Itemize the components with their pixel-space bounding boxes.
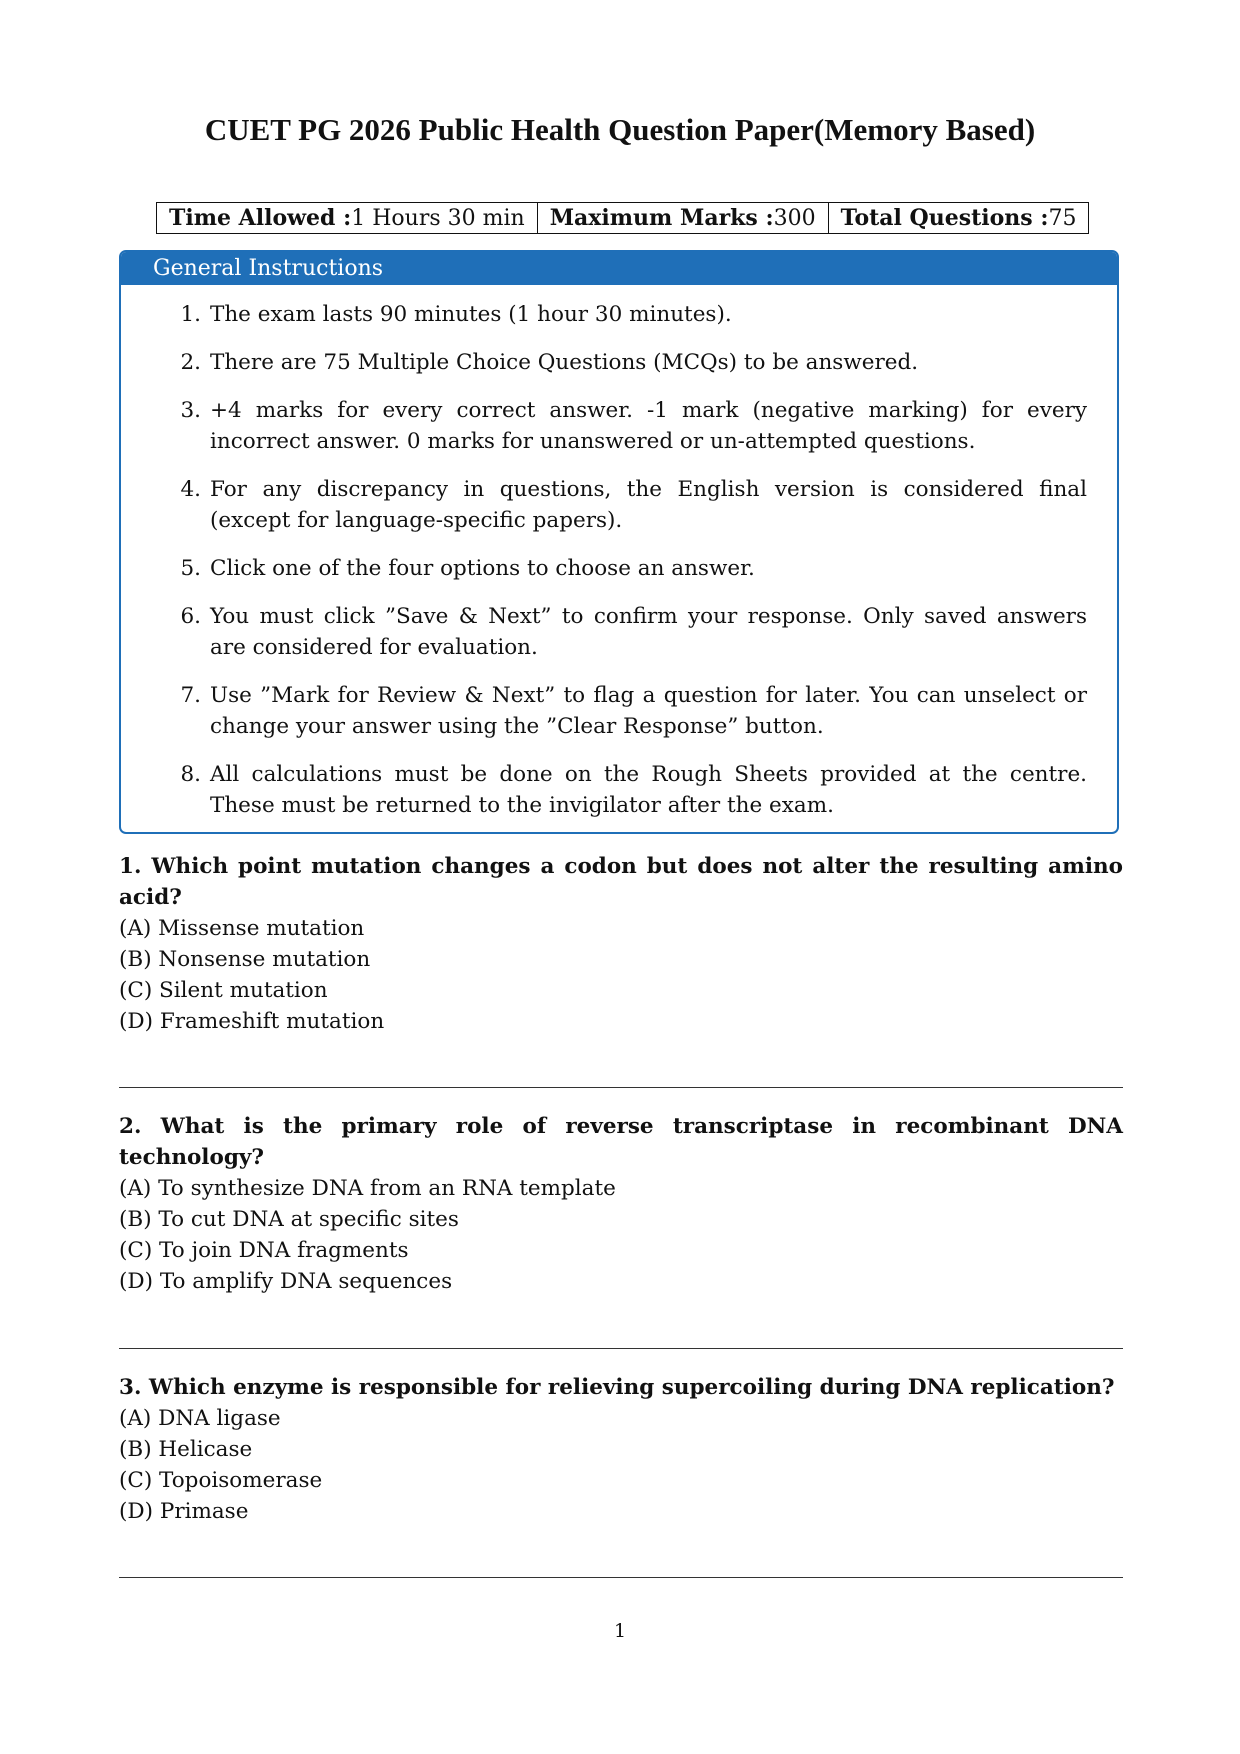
instruction-item bbox=[171, 680, 1087, 742]
instruction-item bbox=[171, 474, 1087, 536]
instruction-item bbox=[171, 395, 1087, 457]
instruction-text: All calculations must be done on the Rough Sheets provided at the centre. These must be returned to the invigilator after the exam. bbox=[210, 762, 1087, 818]
instruction-text: +4 marks for every correct answer. -1 mark (negative marking) for every incorrect answer. 0 marks for unanswered or un-attempted questions. bbox=[210, 398, 1087, 454]
total-questions-value: 75 bbox=[1048, 206, 1077, 231]
time-allowed-cell bbox=[157, 203, 538, 234]
question-text: 2. What is the primary role of reverse transcriptase in recombinant DNA technology? bbox=[119, 1114, 1123, 1170]
instruction-number: 5. bbox=[180, 556, 201, 581]
time-allowed-label: Time Allowed : bbox=[169, 205, 352, 231]
instructions-heading: General Instructions bbox=[121, 252, 1117, 285]
time-allowed-value: 1 Hours 30 min bbox=[351, 206, 525, 231]
instruction-number: 2. bbox=[180, 350, 201, 375]
page-number: 1 bbox=[613, 1620, 627, 1642]
max-marks-cell bbox=[537, 203, 828, 234]
instruction-number: 6. bbox=[180, 604, 201, 629]
instructions-list bbox=[121, 285, 1117, 821]
option-c: (C) Topoisomerase bbox=[119, 1468, 323, 1493]
option-a: (A) To synthesize DNA from an RNA template bbox=[119, 1176, 616, 1201]
question-divider bbox=[119, 1087, 1123, 1088]
option-b: (B) Nonsense mutation bbox=[119, 947, 371, 972]
instruction-text: Click one of the four options to choose an answer. bbox=[210, 556, 755, 581]
question-block bbox=[119, 1372, 1123, 1527]
instruction-text: You must click ”Save & Next” to confirm your response. Only saved answers are considered for evaluation. bbox=[210, 604, 1087, 660]
instruction-item bbox=[171, 601, 1087, 663]
question-divider bbox=[119, 1577, 1123, 1578]
instruction-text: For any discrepancy in questions, the English version is considered final (except for language-specific papers). bbox=[210, 477, 1087, 533]
option-d: (D) To amplify DNA sequences bbox=[119, 1269, 453, 1294]
instruction-text: Use ”Mark for Review & Next” to flag a question for later. You can unselect or change your answer using the ”Clear Response” button. bbox=[210, 683, 1087, 739]
instruction-number: 1. bbox=[180, 302, 201, 327]
question-block bbox=[119, 1111, 1123, 1297]
option-a: (A) Missense mutation bbox=[119, 916, 365, 941]
page-title: CUET PG 2026 Public Health Question Paper(Memory Based) bbox=[204, 112, 1036, 147]
option-d: (D) Frameshift mutation bbox=[119, 1009, 385, 1034]
option-b: (B) Helicase bbox=[119, 1437, 253, 1462]
instruction-number: 3. bbox=[180, 398, 201, 423]
max-marks-label: Maximum Marks : bbox=[549, 205, 774, 231]
question-divider bbox=[119, 1348, 1123, 1349]
general-instructions-box bbox=[119, 250, 1119, 834]
instruction-item bbox=[171, 553, 1087, 584]
instruction-number: 4. bbox=[180, 477, 201, 502]
total-questions-cell bbox=[828, 203, 1089, 234]
instruction-text: There are 75 Multiple Choice Questions (MCQs) to be answered. bbox=[210, 350, 919, 375]
total-questions-label: Total Questions : bbox=[840, 205, 1049, 231]
option-c: (C) Silent mutation bbox=[119, 978, 328, 1003]
instruction-number: 8. bbox=[180, 762, 201, 787]
option-a: (A) DNA ligase bbox=[119, 1406, 281, 1431]
instruction-number: 7. bbox=[180, 683, 201, 708]
exam-info-table bbox=[156, 202, 1089, 234]
instruction-item bbox=[171, 299, 1087, 330]
instruction-text: The exam lasts 90 minutes (1 hour 30 minutes). bbox=[210, 302, 732, 327]
max-marks-value: 300 bbox=[773, 206, 816, 231]
option-b: (B) To cut DNA at specific sites bbox=[119, 1207, 459, 1232]
instruction-item bbox=[171, 347, 1087, 378]
option-c: (C) To join DNA fragments bbox=[119, 1238, 409, 1263]
instruction-item bbox=[171, 759, 1087, 821]
question-text: 3. Which enzyme is responsible for relieving supercoiling during DNA replication? bbox=[119, 1375, 1115, 1400]
question-block bbox=[119, 851, 1123, 1037]
option-d: (D) Primase bbox=[119, 1499, 249, 1524]
question-text: 1. Which point mutation changes a codon but does not alter the resulting amino acid? bbox=[119, 854, 1123, 910]
